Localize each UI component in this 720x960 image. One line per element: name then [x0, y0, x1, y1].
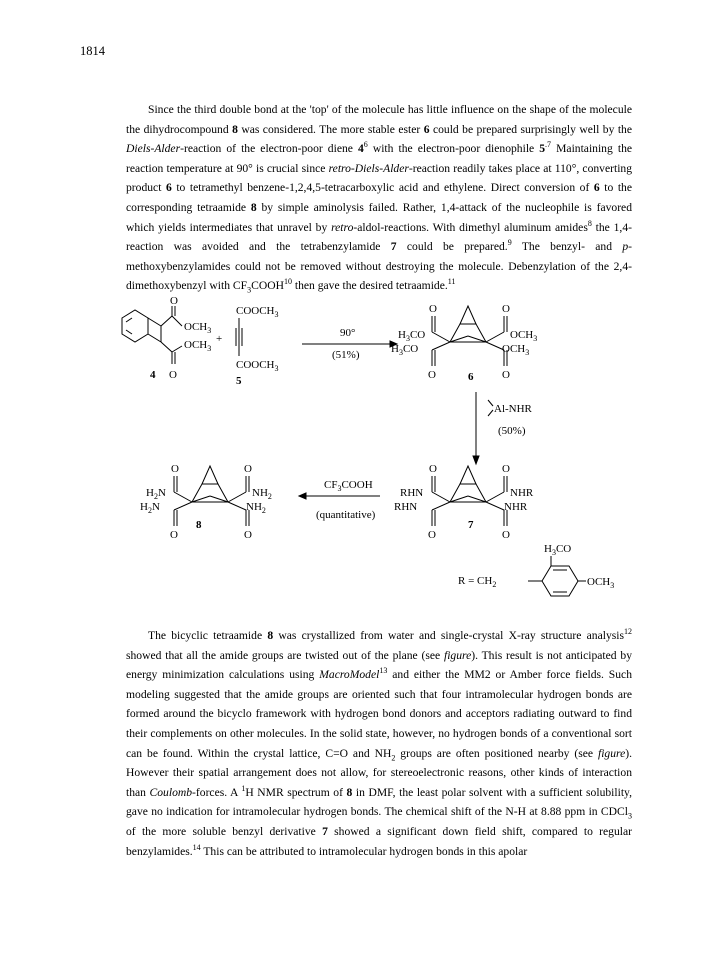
compound-6-och3-a: $OCH_3$: [510, 329, 538, 343]
compound-7-nhr-a: NHR: [510, 487, 534, 499]
text-run: p: [622, 240, 629, 254]
text-run: -methoxybenzylamides could not be removed without destroying the molecule. Debenzylation of the 2,4-dimethoxybenzyl with CF: [126, 240, 632, 293]
compound-7-o1: O: [429, 463, 437, 475]
compound-6-number: 6: [468, 371, 474, 383]
compound-7-o3: O: [428, 529, 436, 541]
r-group-methoxy-top: $H_3CO$: [544, 543, 572, 557]
text-run: -reaction readily takes place at 110°, converting product: [126, 161, 633, 195]
arrow-3-yield: (quantitative): [316, 509, 376, 521]
text-run: of the more soluble benzyl derivative: [126, 824, 323, 838]
text-run: 5: [539, 142, 546, 156]
text-run: groups are often positioned nearby (see: [395, 746, 598, 760]
text-run: to tetramethyl benzene-1,2,4,5-tetracarboxylic acid and ethylene. Direct conversion of: [171, 181, 594, 195]
text-run: ). However their spatial arrangement does not allow, for stereoelectronic reasons, other kinds of interaction than: [126, 746, 632, 799]
text-run: 10: [283, 277, 292, 287]
compound-4-o-top: O: [170, 296, 178, 307]
text-run: 8: [267, 629, 274, 642]
compound-5-bottom-ester: $COOCH_3$: [236, 359, 279, 373]
compound-7-structure: [432, 466, 507, 526]
text-run: 12: [624, 627, 632, 637]
compound-8-o4: O: [244, 529, 252, 541]
text-run: COOH: [251, 279, 284, 293]
text-run: 7: [322, 824, 328, 838]
compound-7-nhr-b: NHR: [504, 501, 528, 513]
text-run: 6: [363, 140, 368, 150]
text-run: Since the third double bond at the 'top' of the molecule has little influence on the shape of the molecule the dihydrocompound: [126, 103, 632, 136]
al-bond-upper: [488, 400, 493, 406]
text-run: 3: [628, 811, 632, 821]
text-run: This can be attributed to intramolecular hydrogen bonds in this apolar: [200, 844, 528, 858]
text-run: 14: [192, 842, 201, 852]
text-run: retro: [331, 220, 354, 234]
paragraph-synthesis: [126, 100, 632, 296]
text-run: Maintaining the reaction temperature at 90° is crucial since: [126, 142, 633, 175]
text-run: 3: [247, 285, 252, 295]
compound-7-rhn-b: RHN: [394, 501, 418, 513]
text-run: -reaction of the electron-poor diene: [180, 142, 358, 156]
text-run: .7: [545, 140, 552, 150]
text-run: 8: [250, 200, 257, 214]
text-run: could be prepared.: [396, 240, 508, 254]
text-run: MacroModel: [319, 668, 380, 682]
compound-4-och3-a: $OCH_3$: [184, 321, 212, 335]
compound-6-o1: O: [429, 303, 437, 315]
r-group-methoxy-para: $OCH_3$: [587, 576, 615, 590]
compound-5-number: 5: [236, 375, 242, 387]
page-number: 1814: [80, 44, 105, 58]
text-run: then gave the desired tetraamide.: [291, 279, 448, 293]
reaction-arrow-3-head: [299, 493, 306, 499]
compound-4-o-bottom: O: [169, 369, 177, 381]
text-run: to the corresponding tetraamide: [126, 181, 632, 214]
text-run: was considered. The more stable ester: [237, 122, 424, 136]
arrow-3-reagent: $CF_3COOH$: [324, 479, 373, 493]
plus-sign: +: [216, 333, 223, 345]
compound-8-h2n-b: $H_2N$: [140, 501, 160, 515]
arrow-1-yield: (51%): [332, 349, 360, 361]
text-run: showed that all the amide groups are twisted out of the plane (see: [126, 648, 444, 662]
text-run: 6: [423, 122, 430, 136]
compound-6-o2: O: [502, 303, 510, 315]
compound-6-o4: O: [502, 369, 510, 381]
text-run: 2: [391, 752, 396, 762]
text-run: by simple aminolysis failed. Rather, 1,4-attack of the nucleophile is favored which yields intermediates that unravel by: [126, 200, 633, 234]
compound-6-h3co-b: $H_3CO$: [391, 343, 419, 357]
compound-8-nh2-b: $NH_2$: [246, 501, 266, 515]
text-run: -aldol-reactions. With dimethyl aluminum amides: [353, 220, 588, 234]
text-run: -forces. A: [192, 785, 242, 799]
compound-8-o1: O: [171, 463, 179, 475]
compound-4-number: 4: [150, 369, 156, 381]
compound-6-h3co-a: $H_3CO$: [398, 329, 426, 343]
compound-4-structure: [122, 306, 182, 364]
compound-7-o2: O: [502, 463, 510, 475]
arrow-2-reagent: Al-NHR: [494, 403, 532, 415]
arrow-2-yield: (50%): [498, 425, 526, 437]
text-run: 7: [390, 240, 397, 254]
reaction-arrow-2-head: [473, 456, 479, 464]
compound-7-rhn-a: RHN: [400, 487, 424, 499]
text-run: could be prepared surprisingly well by the: [429, 122, 632, 136]
text-run: the 1,4-reaction was avoided and the tetrabenzylamide: [126, 220, 632, 254]
text-run: The benzyl- and: [511, 240, 623, 254]
text-run: 6: [593, 181, 600, 195]
al-bond-lower: [488, 410, 493, 416]
compound-6-och3-b: $OCH_3$: [502, 343, 530, 357]
reaction-scheme: [110, 296, 650, 612]
compound-8-h2n-a: $H_2N$: [146, 487, 166, 501]
compound-7-number: 7: [468, 519, 474, 531]
compound-4-och3-b: $OCH_3$: [184, 339, 212, 353]
text-run: Diels-Alder: [126, 142, 181, 156]
arrow-1-temperature: 90°: [340, 327, 356, 339]
r-group-definition: $R = CH_2$: [458, 575, 497, 589]
text-run: ). This result is not anticipated by energy minimization calculations using: [126, 648, 632, 682]
text-run: figure: [443, 648, 472, 662]
text-run: 13: [379, 666, 388, 676]
text-run: 11: [447, 277, 456, 287]
text-run: 4: [357, 142, 364, 156]
text-run: 8: [346, 785, 353, 799]
text-run: figure: [597, 746, 626, 760]
text-run: in DMF, the least polar solvent with a sufficient solubility, gave no indication for intramolecular hydrogen bonds. The chemical shift of the N-H at 8.88 ppm in CDCl: [126, 785, 632, 819]
compound-5-top-ester: $COOCH_3$: [236, 305, 279, 319]
text-run: The bicyclic tetraamide: [148, 629, 268, 642]
text-run: H NMR spectrum of: [245, 785, 347, 799]
text-run: 6: [165, 181, 172, 195]
text-run: 9: [507, 238, 512, 248]
text-run: Coulomb: [149, 785, 193, 799]
compound-8-o3: O: [170, 529, 178, 541]
paragraph-crystal-structure: [126, 626, 632, 861]
text-run: with the electron-poor dienophile: [367, 142, 540, 156]
text-run: 8: [232, 122, 238, 136]
text-run: 8: [587, 218, 592, 228]
compound-7-o4: O: [502, 529, 510, 541]
compound-6-structure: [432, 306, 507, 366]
compound-8-number: 8: [196, 519, 202, 531]
text-run: retro-Diels-Alder: [328, 161, 409, 175]
text-run: showed a significant down field shift, compared to regular benzylamides.: [126, 824, 633, 858]
text-run: 1: [241, 783, 246, 793]
compound-6-o3: O: [428, 369, 436, 381]
text-run: was crystallized from water and single-crystal X-ray structure analysis: [273, 629, 624, 642]
compound-8-structure: [174, 466, 249, 526]
text-run: and either the MM2 or Amber force fields. Such modeling suggested that the amide groups are oriented such that four intramolecular hydrogen bonds are formed around the bicyclo framework with hydrogen bond donors and acceptors radiating outward to find their complements on other molecules. In the solid state, however, no hydrogen bonds of a conventional sort can be found. Within the crystal lattice, C=O and NH: [126, 668, 632, 760]
compound-8-o2: O: [244, 463, 252, 475]
compound-8-nh2-a: $NH_2$: [252, 487, 272, 501]
r-group-benzene-ring: [528, 556, 586, 596]
